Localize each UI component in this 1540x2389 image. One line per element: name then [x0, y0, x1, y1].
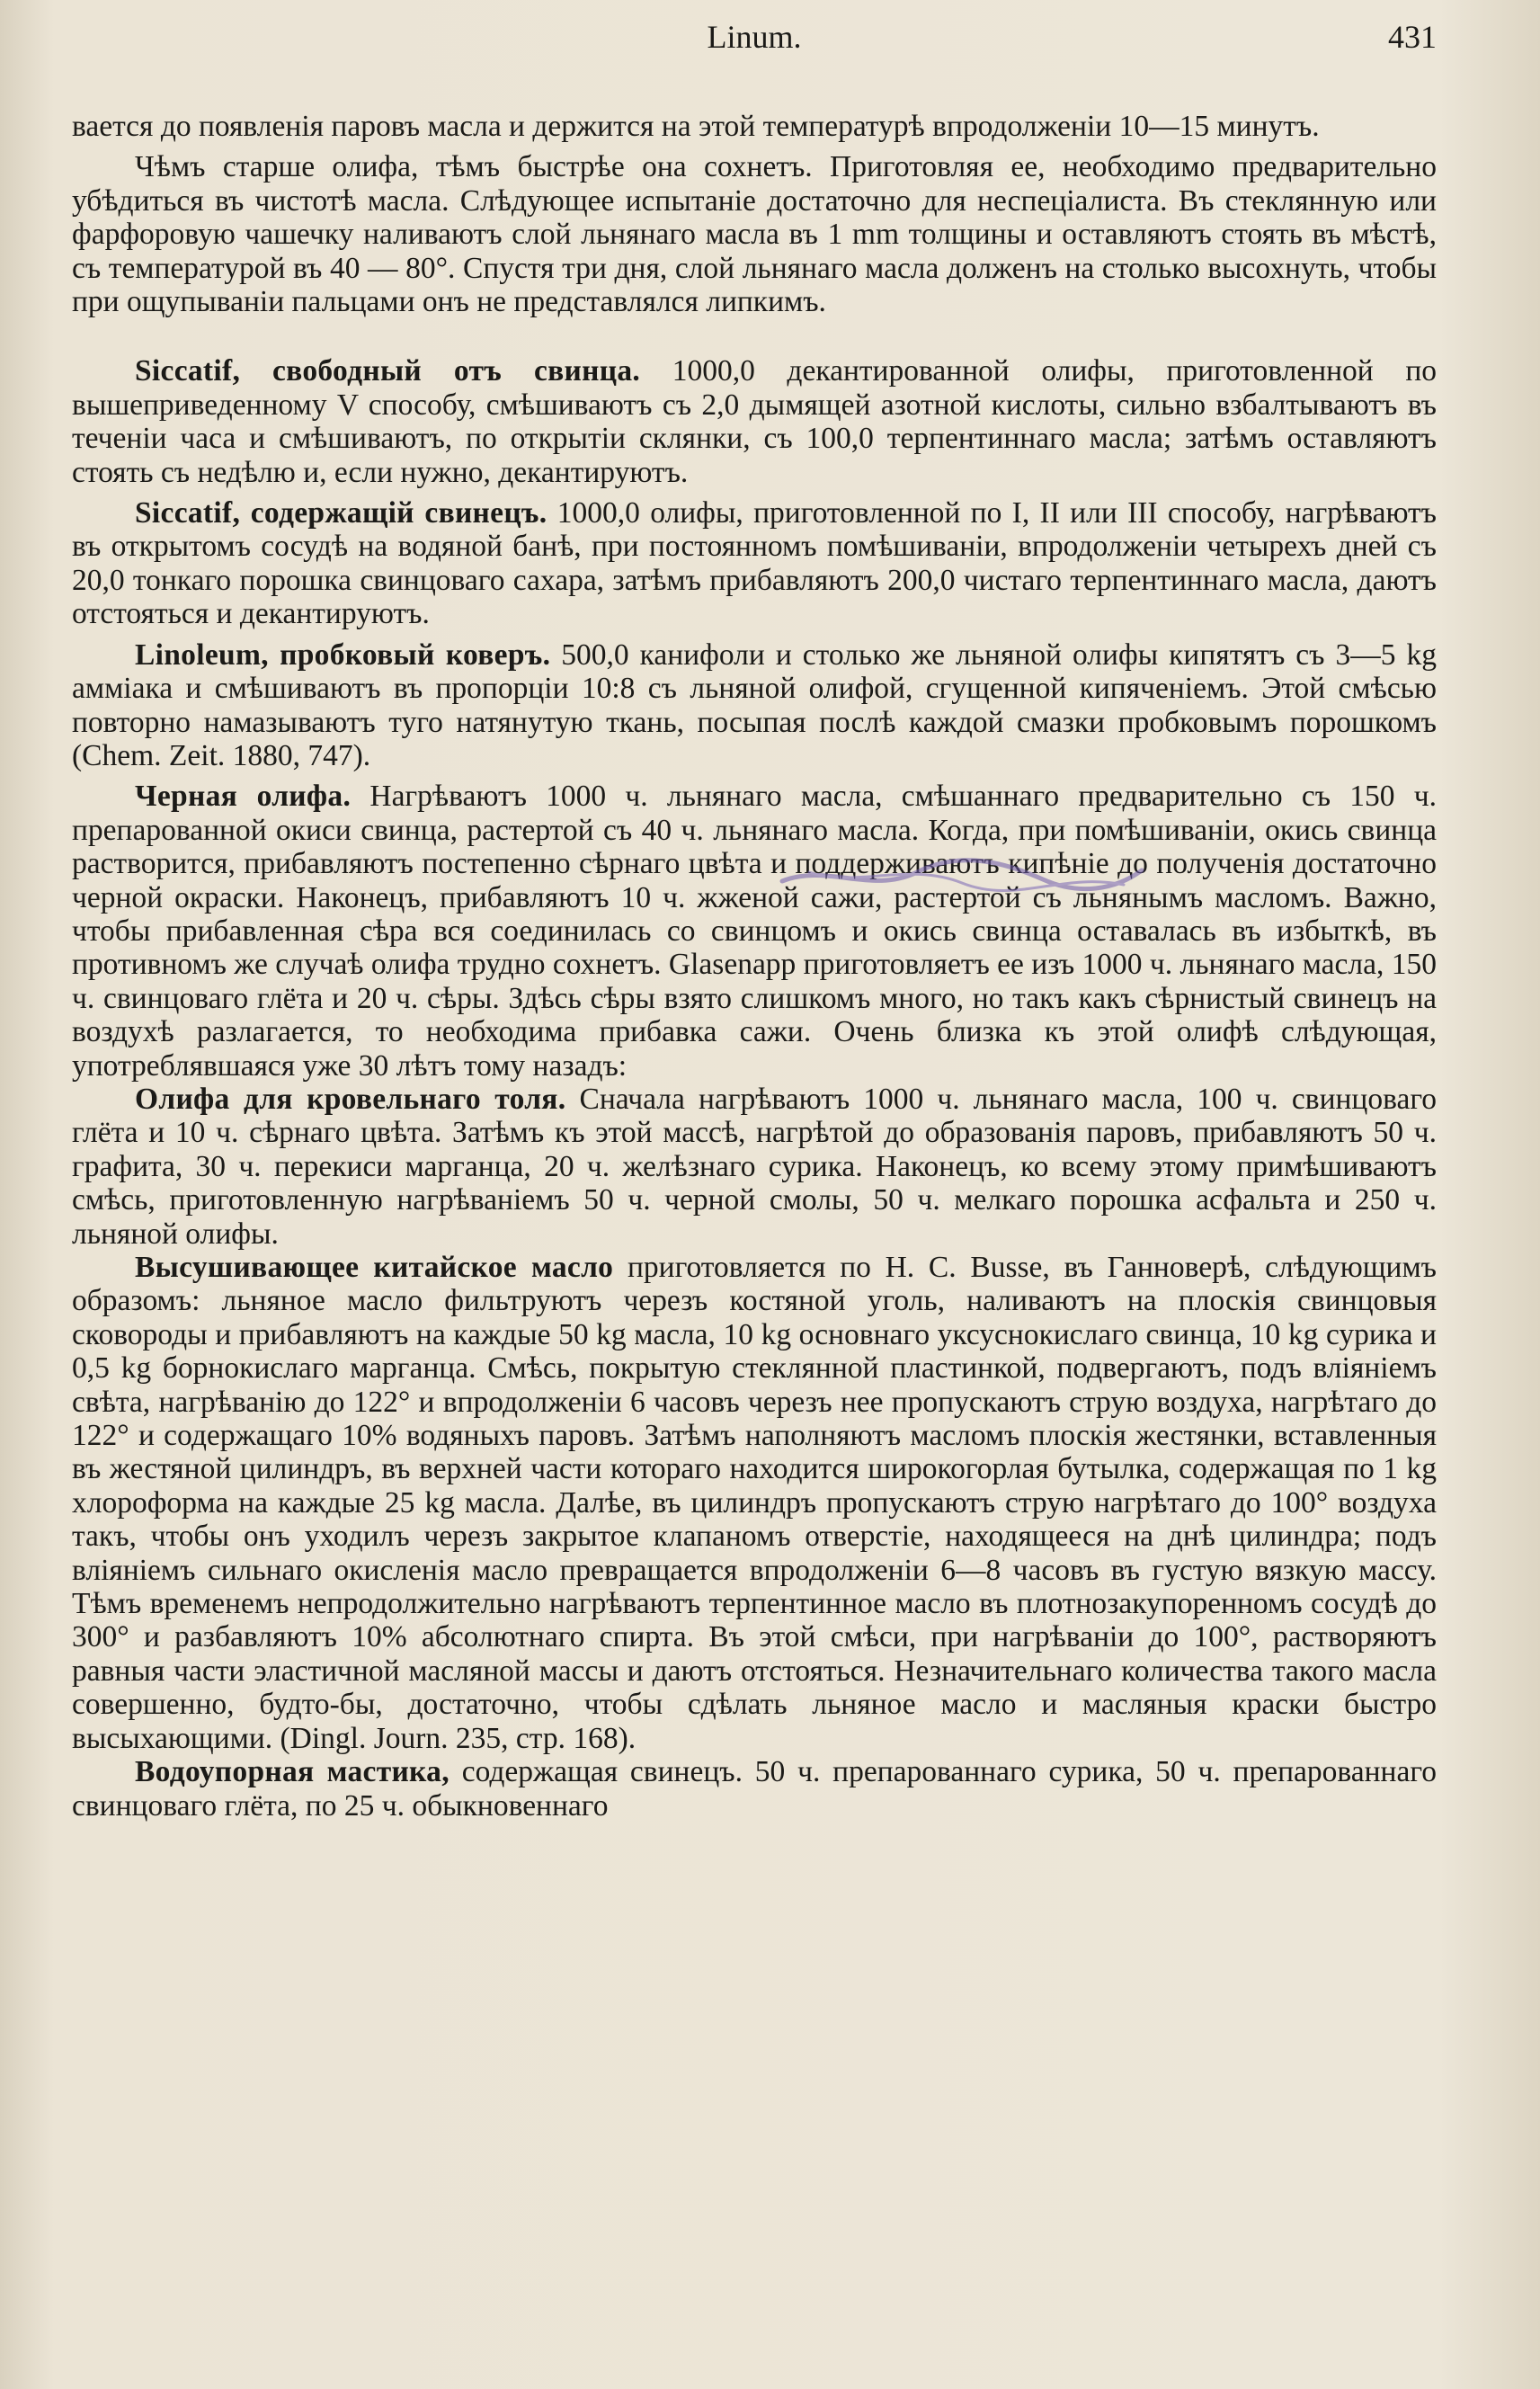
entry-text: приготовляется по H. C. Busse, въ Ганноверѣ, слѣдующимъ образомъ: льняное масло фильтруютъ черезъ костяной уголь, наливаютъ на плоскія свинцовыя сковороды и прибавляютъ на каждые 50 kg масла, 10 kg основнаго уксуснокислаго свинца, 10 kg сурика и 0,5 kg борнокислаго марганца. Смѣсь, покрытую стеклянной пластинкой, подвергаютъ, подъ вліяніемъ свѣта, нагрѣванію до 122° и впродолженіи 6 часовъ черезъ нее пропускаютъ струю воздуха, нагрѣтаго до 122° и содержащаго 10% водяныхъ паровъ. Затѣмъ наполняютъ масломъ плоскія жестянки, вставленныя въ жестяной цилиндръ, въ верхней части котораго находится широкогорлая бутылка, содержащая по 1 kg хлороформа на каждые 25 kg масла. Далѣе, въ цилиндръ пропускаютъ струю нагрѣтаго до 100° воздуха такъ, чтобы онъ уходилъ черезъ закрытое клапаномъ отверстіе, находящееся на днѣ цилиндра; подъ вліяніемъ сильнаго окисленія масло превращается впродолженіи 6—8 часовъ въ густую вязкую массу. Тѣмъ временемъ непродолжительно нагрѣваютъ терпентинное масло въ плотнозакупоренномъ сосудѣ до 300° и разбавляютъ 10% абсолютнаго спирта. Въ этой смѣси, при нагрѣваніи до 100°, растворяютъ равныя части эластичной масляной массы и даютъ отстояться. Незначительнаго количества такого масла совершенно, будто-бы, достаточно, чтобы сдѣлать льняное масло и масляныя краски быстро высыхающими. (Dingl. Journ. 235, стр. 168).	[72, 1251, 1437, 1755]
entry-heading: Высушивающее китайское масло	[135, 1251, 614, 1284]
entry-waterproof-mastic	[72, 1755, 1437, 1823]
entry-text: 500,0 канифоли и столько же льняной олифы кипятятъ съ 3—5 kg аммiака и смѣшиваютъ въ пропорціи 10:8 съ льняной олифой, сгущенной кипяченіемъ. Этой смѣсью повторно намазываютъ туго натянутую ткань, посыпая послѣ каждой смазки пробковымъ порошкомъ (Chem. Zeit. 1880, 747).	[72, 637, 1437, 772]
paragraph-olifa-drying	[72, 150, 1437, 318]
entry-text: Нагрѣваютъ 1000 ч. льнянаго масла, смѣшаннаго предварительно съ 150 ч. препарованной окиси свинца, растертой съ 40 ч. льнянаго масла. Когда, при помѣшиваніи, окись свинца растворится, прибавляютъ постепенно сѣрнаго цвѣта и поддерживаютъ кипѣніе до полученія достаточно черной окраски. Наконецъ, прибавляютъ 10 ч. жженой сажи, растертой съ льнянымъ масломъ. Важно, чтобы прибавленная сѣра вся соединилась со свинцомъ и окись свинца оставалась въ избыткѣ, въ противномъ же случаѣ олифа трудно сохнетъ. Glasenapp приготовляетъ ее изъ 1000 ч. льнянаго масла, 150 ч. свинцоваго глёта и 20 ч. сѣры. Здѣсь сѣры взято слишкомъ много, но такъ какъ сѣрнистый свинецъ на воздухѣ разлагается, то необходима прибавка сажи. Очень близка къ этой олифѣ слѣдующая, употреблявшаяся уже 30 лѣтъ тому назадъ:	[72, 780, 1438, 1083]
entry-heading: Linoleum, пробковый коверъ.	[135, 637, 551, 672]
entry-heading: Водоупорная мастика,	[135, 1755, 450, 1789]
running-title: Linum.	[707, 19, 802, 55]
entry-roofing-olifa	[72, 1083, 1437, 1251]
paragraph-continuation	[72, 110, 1437, 143]
entry-heading: Олифа для кровельнаго толя.	[135, 1082, 566, 1116]
page-number: 431	[1388, 19, 1437, 55]
entry-siccatif-with-lead	[72, 496, 1437, 631]
entry-heading: Черная олифа.	[135, 780, 352, 814]
entry-text: Сначала нагрѣваютъ 1000 ч. льнянаго масла, 100 ч. свинцоваго глёта и 10 ч. сѣрнаго цвѣта. Затѣмъ къ этой массѣ, нагрѣтой до образованія паровъ, прибавляютъ 50 ч. графита, 30 ч. перекиси марганца, 20 ч. желѣзнаго сурика. Наконецъ, ко всему этому примѣшиваютъ смѣсь, приготовленную нагрѣваніемъ 50 ч. черной смолы, 50 ч. мелкаго порошка асфальта и 250 ч. льняной олифы.	[72, 1082, 1437, 1251]
entry-heading: Siccatif, свободный отъ свинца.	[135, 354, 641, 388]
paragraph-text: Чѣмъ старше олифа, тѣмъ быстрѣе она сохнетъ. Приготовляя ее, необходимо предварительно убѣдиться въ чистотѣ масла. Слѣдующее испытаніе достаточно для неспеціалиста. Въ стеклянную или фарфоровую чашечку наливаютъ слой льнянаго масла въ 1 mm толщины и оставляютъ стоять въ мѣстѣ, съ температурой въ 40 — 80°. Спустя три дня, слой льнянаго масла долженъ на столько высохнуть, чтобы при ощупываніи пальцами онъ не представлялся липкимъ.	[72, 150, 1437, 319]
entry-linoleum	[72, 638, 1437, 773]
entry-black-olifa	[72, 780, 1437, 1083]
entry-siccatif-lead-free	[72, 354, 1437, 489]
entry-text: 1000,0 олифы, приготовленной по I, II или III способу, нагрѣваютъ въ открытомъ сосудѣ на водяной банѣ, при постоянномъ помѣшиваніи, впродолженіи четырехъ дней съ 20,0 тонкаго порошка свинцоваго сахара, затѣмъ прибавляютъ 200,0 чистаго терпентиннаго масла, даютъ отстояться и декантируютъ.	[72, 496, 1437, 631]
entry-chinese-drying-oil	[72, 1251, 1437, 1755]
running-head	[72, 13, 1437, 59]
paragraph-text: вается до появленія паровъ масла и держится на этой температурѣ впродолженіи 10—15 минутъ.	[72, 110, 1320, 143]
entry-text: содержащая свинецъ. 50 ч. препарованнаго сурика, 50 ч. препарованнаго свинцоваго глёта, по 25 ч. обыкновеннаго	[72, 1755, 1437, 1823]
entry-text: 1000,0 декантированной олифы, приготовленной по вышеприведенному V способу, смѣшиваютъ съ 2,0 дымящей азотной кислоты, сильно взбалтываютъ въ теченіи часа и смѣшиваютъ, по открытіи склянки, съ 100,0 терпентиннаго масла; затѣмъ оставляютъ стоять съ недѣлю и, если нужно, декантируютъ.	[72, 354, 1438, 489]
body-text	[72, 110, 1437, 1823]
entry-heading: Siccatif, содержащій свинецъ.	[135, 496, 547, 530]
